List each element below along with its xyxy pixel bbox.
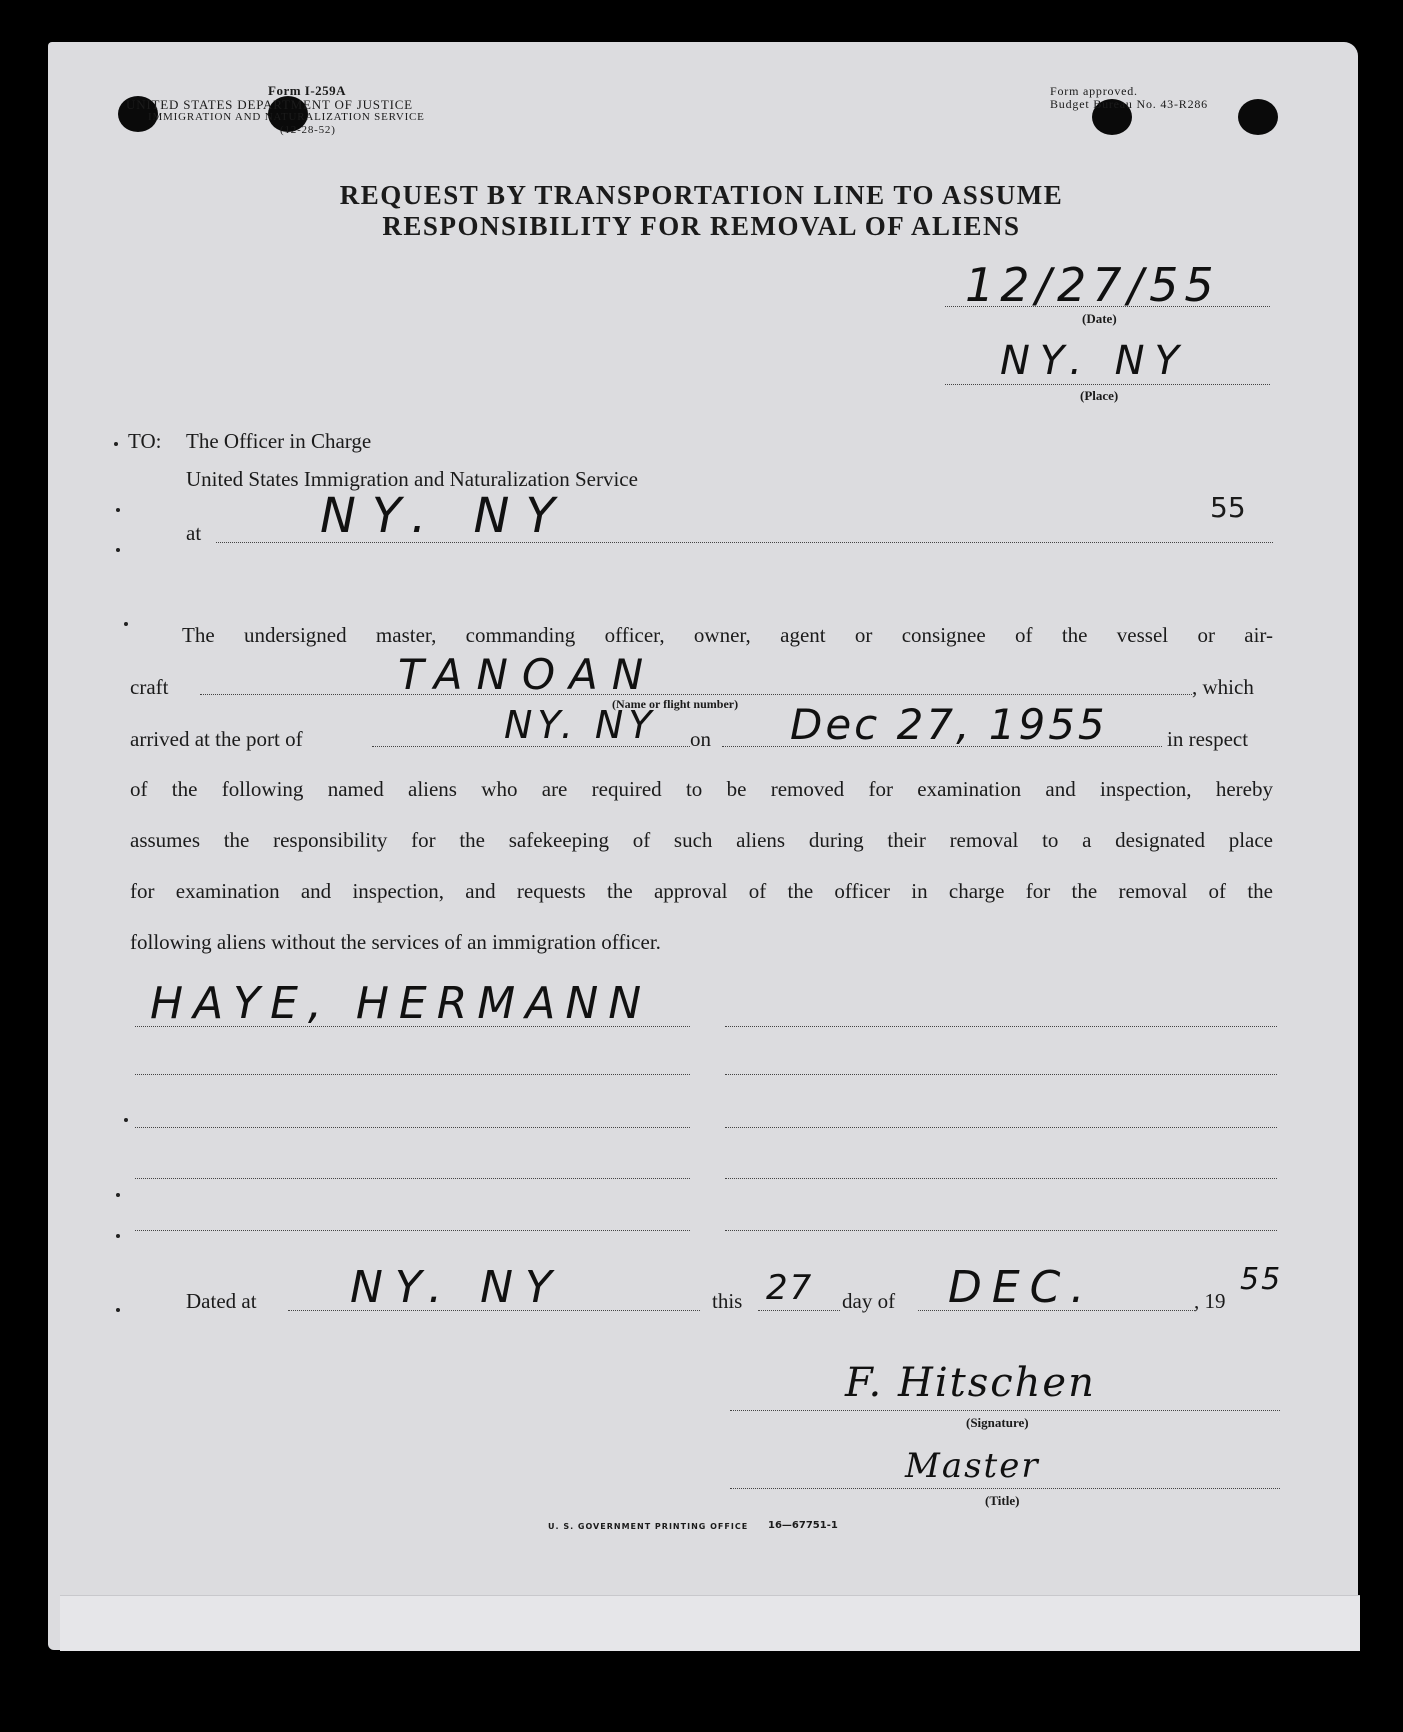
title-line xyxy=(730,1488,1280,1489)
request-line5: for examination and inspection, and requests the approval of the officer in charge for the removal of the xyxy=(130,879,1273,903)
arrival-date-line xyxy=(722,746,1162,747)
margin-dot xyxy=(116,508,120,512)
day-of-label: day of xyxy=(842,1289,896,1313)
margin-dot xyxy=(116,1193,120,1197)
request-intro: The undersigned master, commanding officer, owner, agent or consignee of the vessel or air- xyxy=(182,623,1273,647)
form-date: (12-28-52) xyxy=(280,124,336,136)
date-line xyxy=(945,306,1270,307)
alien-line-left xyxy=(135,1026,690,1027)
respect-label: in respect xyxy=(1167,727,1249,751)
approval-line1: Form approved. xyxy=(1050,84,1138,98)
alien-line-left xyxy=(135,1178,690,1179)
form-title-line2: RESPONSIBILITY FOR REMOVAL OF ALIENS xyxy=(382,211,1021,241)
craft-line xyxy=(200,694,1192,695)
date-value: 12/27/55 xyxy=(965,258,1220,312)
punch-hole xyxy=(1238,99,1278,135)
craft-value: TANOAN xyxy=(398,650,658,699)
alien-line-left xyxy=(135,1127,690,1128)
to-label: TO: xyxy=(128,429,162,453)
form-title-line1: REQUEST BY TRANSPORTATION LINE TO ASSUME xyxy=(339,180,1064,210)
year-value: 55 xyxy=(1240,1262,1283,1297)
title-caption: (Title) xyxy=(985,1493,1020,1508)
dated-label: Dated at xyxy=(186,1289,257,1313)
dated-place-line xyxy=(288,1310,700,1311)
on-label: on xyxy=(690,727,711,751)
place-caption: (Place) xyxy=(1080,388,1119,403)
agency-line2: IMMIGRATION AND NATURALIZATION SERVICE xyxy=(148,111,425,123)
form-number: Form I-259A xyxy=(268,83,347,98)
printer-line: U. S. GOVERNMENT PRINTING OFFICE xyxy=(548,1522,749,1531)
page-edge xyxy=(60,1595,1360,1651)
place-value: NY. NY xyxy=(1000,338,1189,384)
alien-line-right xyxy=(725,1074,1277,1075)
alien-line-right xyxy=(725,1230,1277,1231)
arrival-date-value: Dec 27, 1955 xyxy=(790,700,1108,749)
ins-service: United States Immigration and Naturalization Service xyxy=(186,467,638,491)
craft-label: craft xyxy=(130,675,169,699)
signature-line xyxy=(730,1410,1280,1411)
year-prefix: , 19 xyxy=(1194,1289,1226,1313)
day-line xyxy=(758,1310,840,1311)
margin-dot xyxy=(116,548,120,552)
margin-dot xyxy=(116,1308,120,1312)
alien-line-left xyxy=(135,1230,690,1231)
margin-dot xyxy=(116,1234,120,1238)
date-caption: (Date) xyxy=(1082,311,1117,326)
alien-line-right xyxy=(725,1127,1277,1128)
officer-in-charge: The Officer in Charge xyxy=(186,429,372,453)
approval-line2: Budget Bureau No. 43-R286 xyxy=(1050,97,1208,111)
port-line xyxy=(372,746,690,747)
this-label: this xyxy=(712,1289,743,1313)
port-value: NY. NY xyxy=(504,703,657,747)
at-value: NY. NY xyxy=(320,488,571,544)
signature-caption: (Signature) xyxy=(966,1415,1029,1430)
alien-line-right xyxy=(725,1178,1277,1179)
request-line3: of the following named aliens who are required to be removed for examination and inspection, hereby xyxy=(130,777,1273,801)
print-code: 16—67751-1 xyxy=(768,1520,838,1531)
month-line xyxy=(918,1310,1195,1311)
margin-dot xyxy=(114,442,118,446)
at-label: at xyxy=(186,521,202,545)
alien-name: HAYE, HERMANN xyxy=(150,978,652,1029)
request-line4: assumes the responsibility for the safekeeping of such aliens during their removal to a designated place xyxy=(130,828,1273,852)
which-label: , which xyxy=(1192,675,1254,699)
day-value: 27 xyxy=(766,1268,814,1308)
number-stamp: 55 xyxy=(1210,491,1246,524)
place-line xyxy=(945,384,1270,385)
title-value: Master xyxy=(905,1446,1040,1486)
signature-value: F. Hitschen xyxy=(845,1360,1096,1406)
alien-line-left xyxy=(135,1074,690,1075)
alien-line-right xyxy=(725,1026,1277,1027)
agency-line1: UNITED STATES DEPARTMENT OF JUSTICE xyxy=(126,97,413,112)
at-line xyxy=(216,542,1273,543)
dated-place-value: NY. NY xyxy=(350,1262,564,1313)
month-value: DEC. xyxy=(948,1262,1095,1313)
request-line6: following aliens without the services of an immigration officer. xyxy=(130,930,661,954)
arrived-label: arrived at the port of xyxy=(130,727,303,751)
name-caption: (Name or flight number) xyxy=(612,697,739,711)
margin-dot xyxy=(124,1118,128,1122)
margin-dot xyxy=(124,622,128,626)
